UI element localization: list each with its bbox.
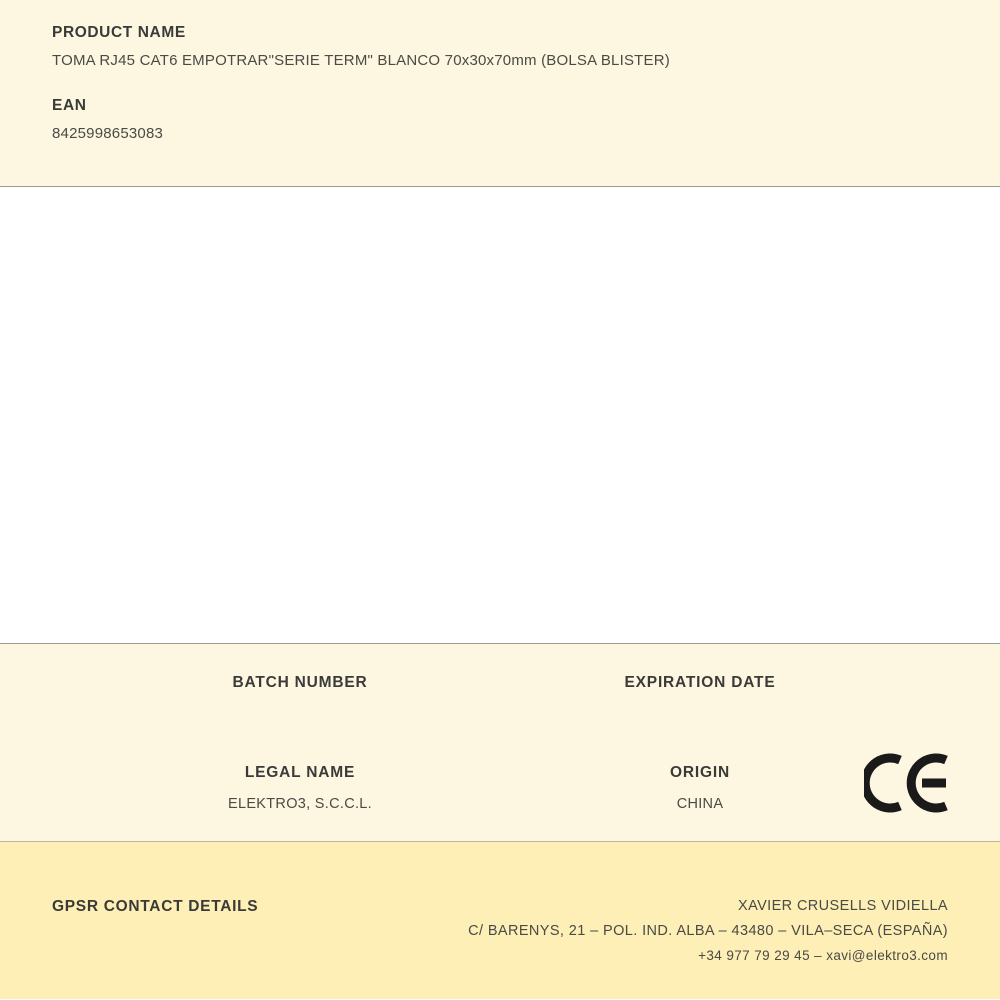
origin-value: CHINA	[676, 796, 724, 812]
ce-mark-icon	[864, 752, 950, 814]
gpsr-contact-name: XAVIER CRUSELLS VIDIELLA	[738, 898, 948, 914]
blank-content-area	[0, 187, 1000, 644]
expiration-date-field	[520, 674, 880, 706]
product-name-value: TOMA RJ45 CAT6 EMPOTRAR"SERIE TERM" BLANCO 70x30x70mm (BOLSA BLISTER)	[52, 52, 670, 69]
details-block	[0, 644, 1000, 842]
gpsr-contact-phone-email: +34 977 79 29 45 – xavi@elektro3.com	[698, 948, 948, 963]
details-grid	[0, 644, 1000, 841]
legal-name-field	[120, 764, 480, 812]
ean-label: EAN	[52, 97, 87, 114]
gpsr-contact-address: C/ BARENYS, 21 – POL. IND. ALBA – 43480 – VILA–SECA (ESPAÑA)	[468, 923, 948, 939]
ean-value: 8425998653083	[52, 125, 164, 142]
batch-number-label: BATCH NUMBER	[232, 674, 368, 691]
gpsr-footer	[0, 842, 1000, 999]
legal-name-value: ELEKTRO3, S.C.C.L.	[228, 796, 372, 812]
gpsr-contact-label: GPSR CONTACT DETAILS	[52, 898, 259, 915]
origin-field	[520, 764, 880, 812]
product-info-block	[0, 0, 1000, 187]
gpsr-contact-lines	[52, 872, 948, 963]
batch-number-field	[120, 674, 480, 706]
spacer	[52, 69, 948, 97]
origin-label: ORIGIN	[670, 764, 730, 781]
legal-name-label: LEGAL NAME	[244, 764, 356, 781]
product-name-label: PRODUCT NAME	[52, 24, 186, 41]
expiration-date-label: EXPIRATION DATE	[624, 674, 776, 691]
